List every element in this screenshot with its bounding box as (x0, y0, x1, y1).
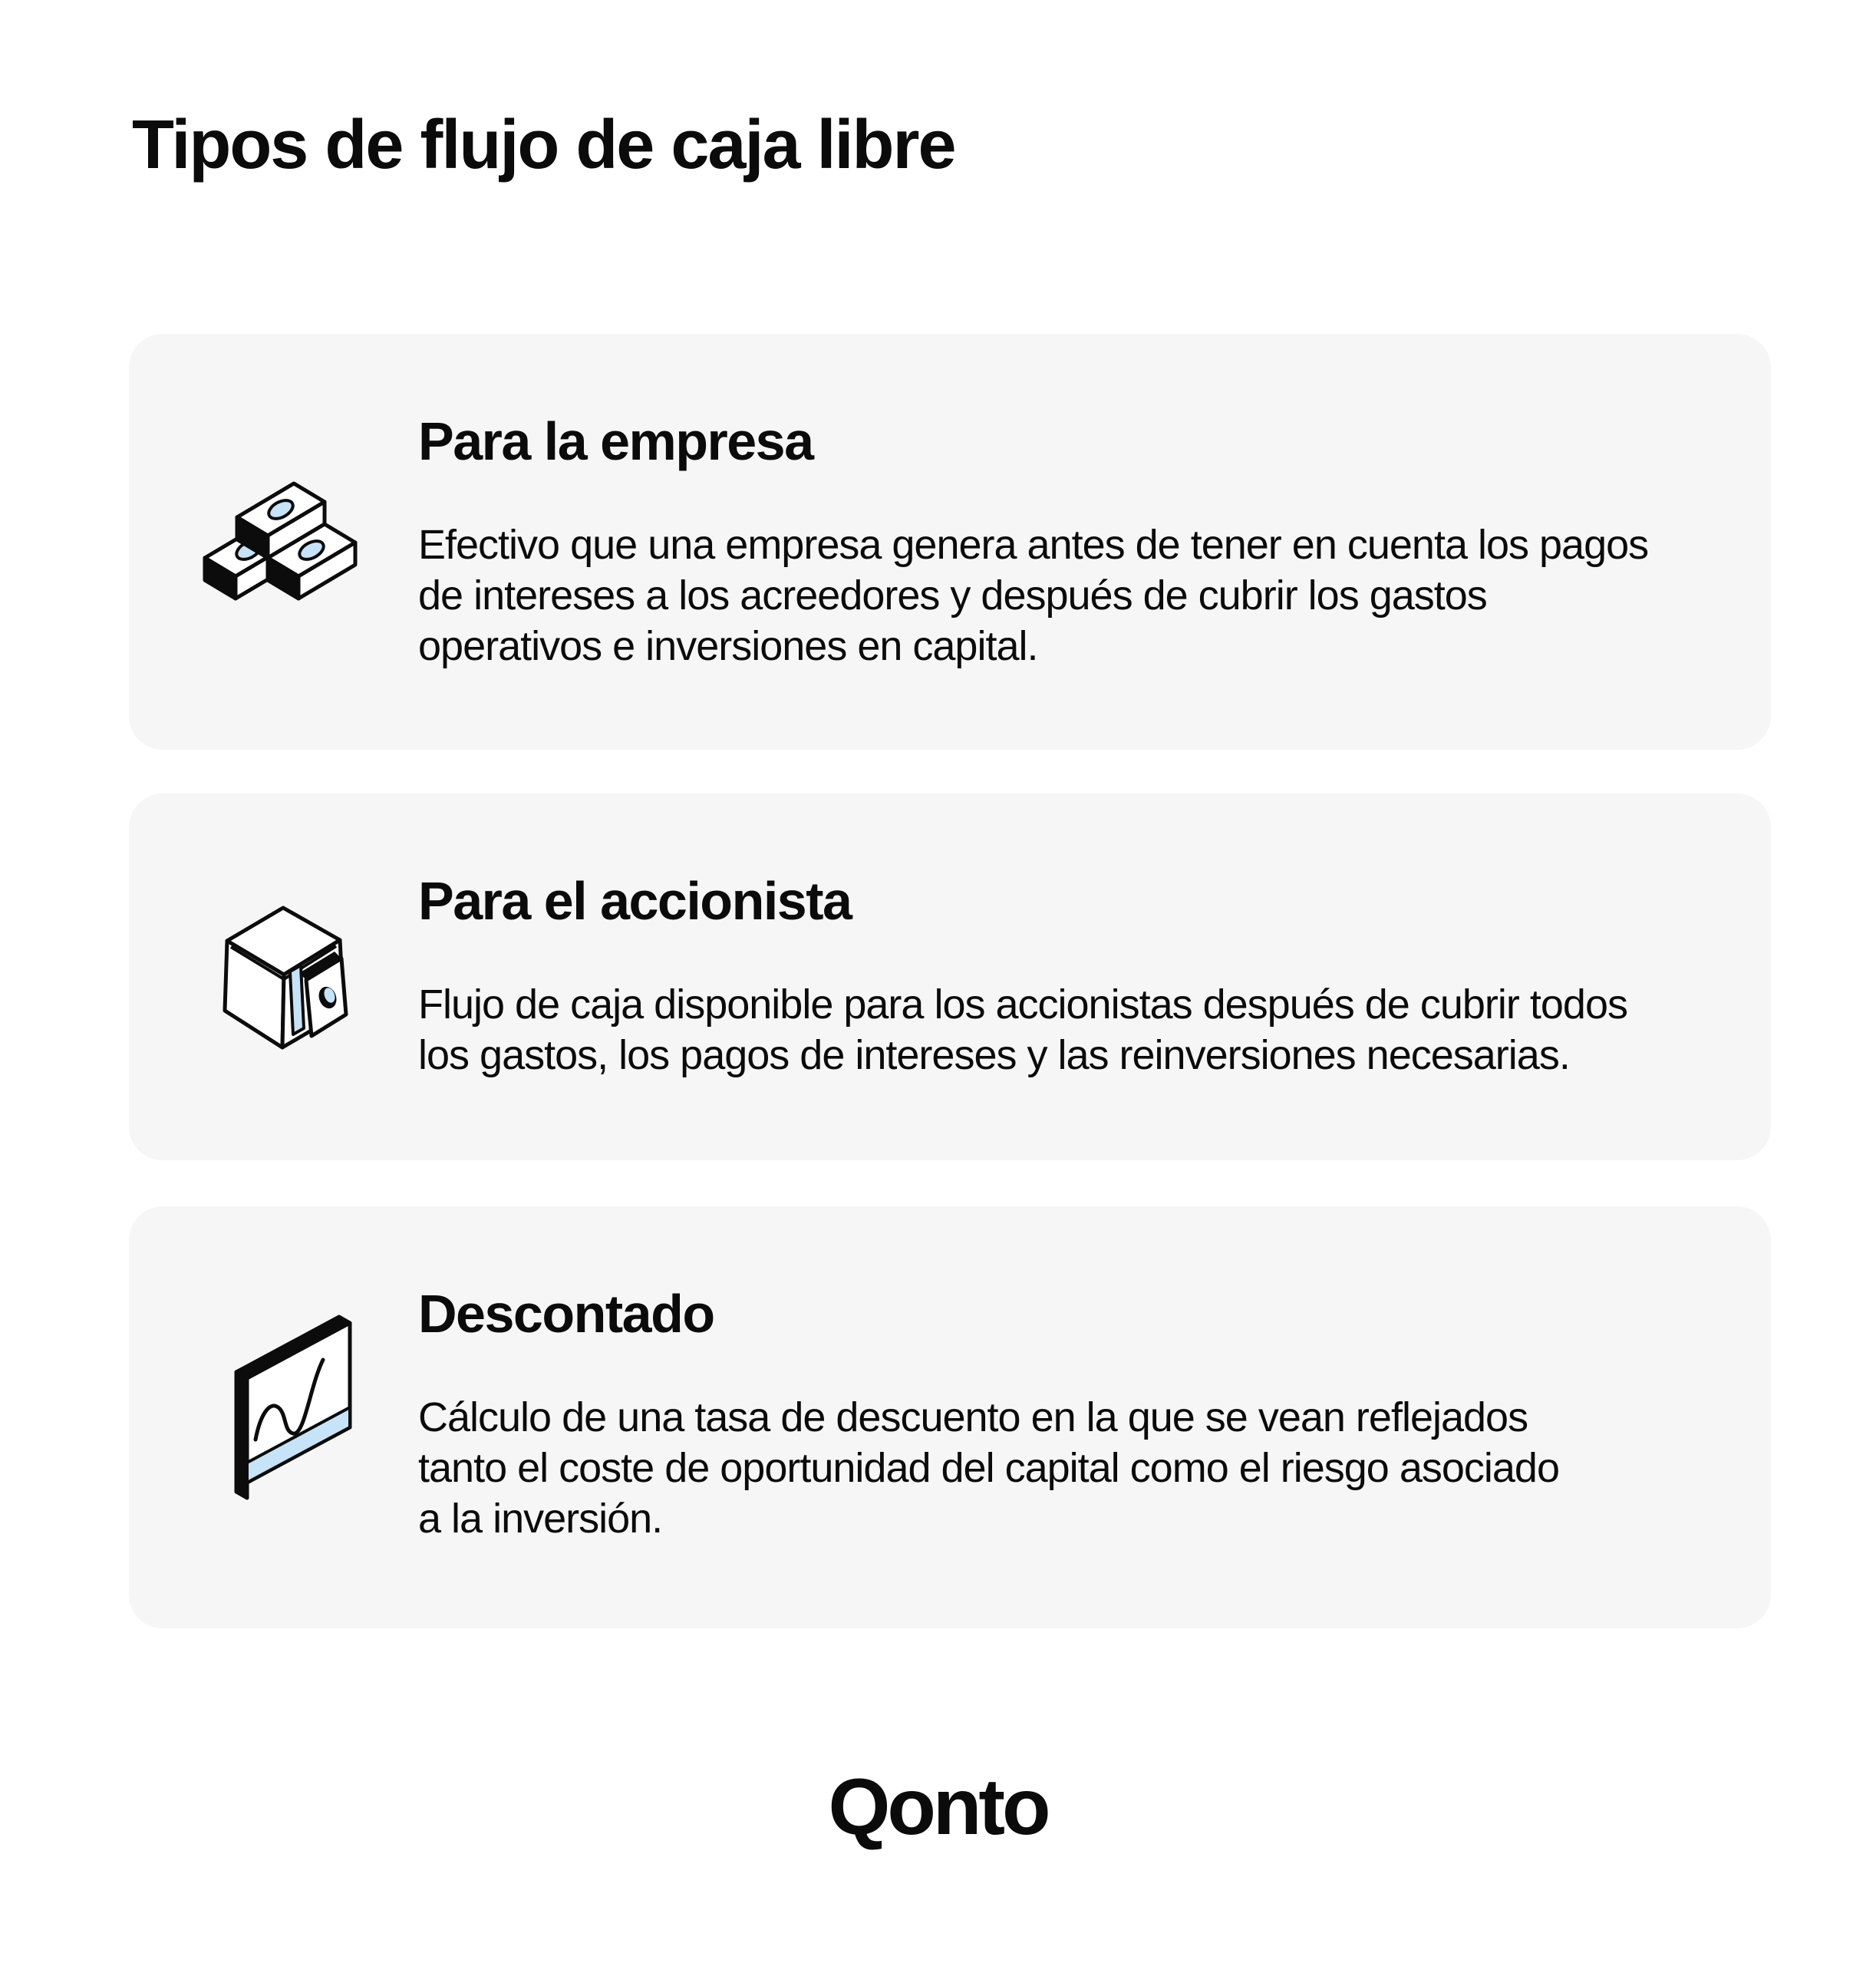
page-title: Tipos de flujo de caja libre (132, 107, 955, 183)
cash-blocks-icon (192, 460, 364, 606)
card-para-la-empresa (129, 334, 1771, 750)
card-body-line: operativos e inversiones en capital. (418, 623, 1038, 669)
card-descontado (129, 1206, 1771, 1628)
card-body-line: Flujo de caja disponible para los accionistas después de cubrir todos (418, 981, 1627, 1028)
card-body-line: los gastos, los pagos de intereses y las reinversiones necesarias. (418, 1032, 1570, 1078)
chart-panel-icon (215, 1274, 368, 1504)
card-body (418, 979, 1627, 1080)
card-body-line: de intereses a los acreedores y después de cubrir los gastos (418, 572, 1487, 619)
safe-icon (215, 898, 368, 1059)
card-body-line: a la inversión. (418, 1496, 663, 1542)
card-body-line: Cálculo de una tasa de descuento en la que se vean reflejados (418, 1394, 1528, 1440)
card-body (418, 1392, 1559, 1544)
card-heading: Para el accionista (418, 871, 852, 931)
card-body (418, 520, 1648, 671)
card-heading: Para la empresa (418, 411, 813, 471)
card-body-line: tanto el coste de oportunidad del capital como el riesgo asociado (418, 1445, 1559, 1491)
card-heading: Descontado (418, 1284, 714, 1344)
card-body-line: Efectivo que una empresa genera antes de tener en cuenta los pagos (418, 522, 1649, 568)
qonto-logo: Qonto (828, 1763, 1048, 1852)
card-para-el-accionista (129, 793, 1771, 1160)
